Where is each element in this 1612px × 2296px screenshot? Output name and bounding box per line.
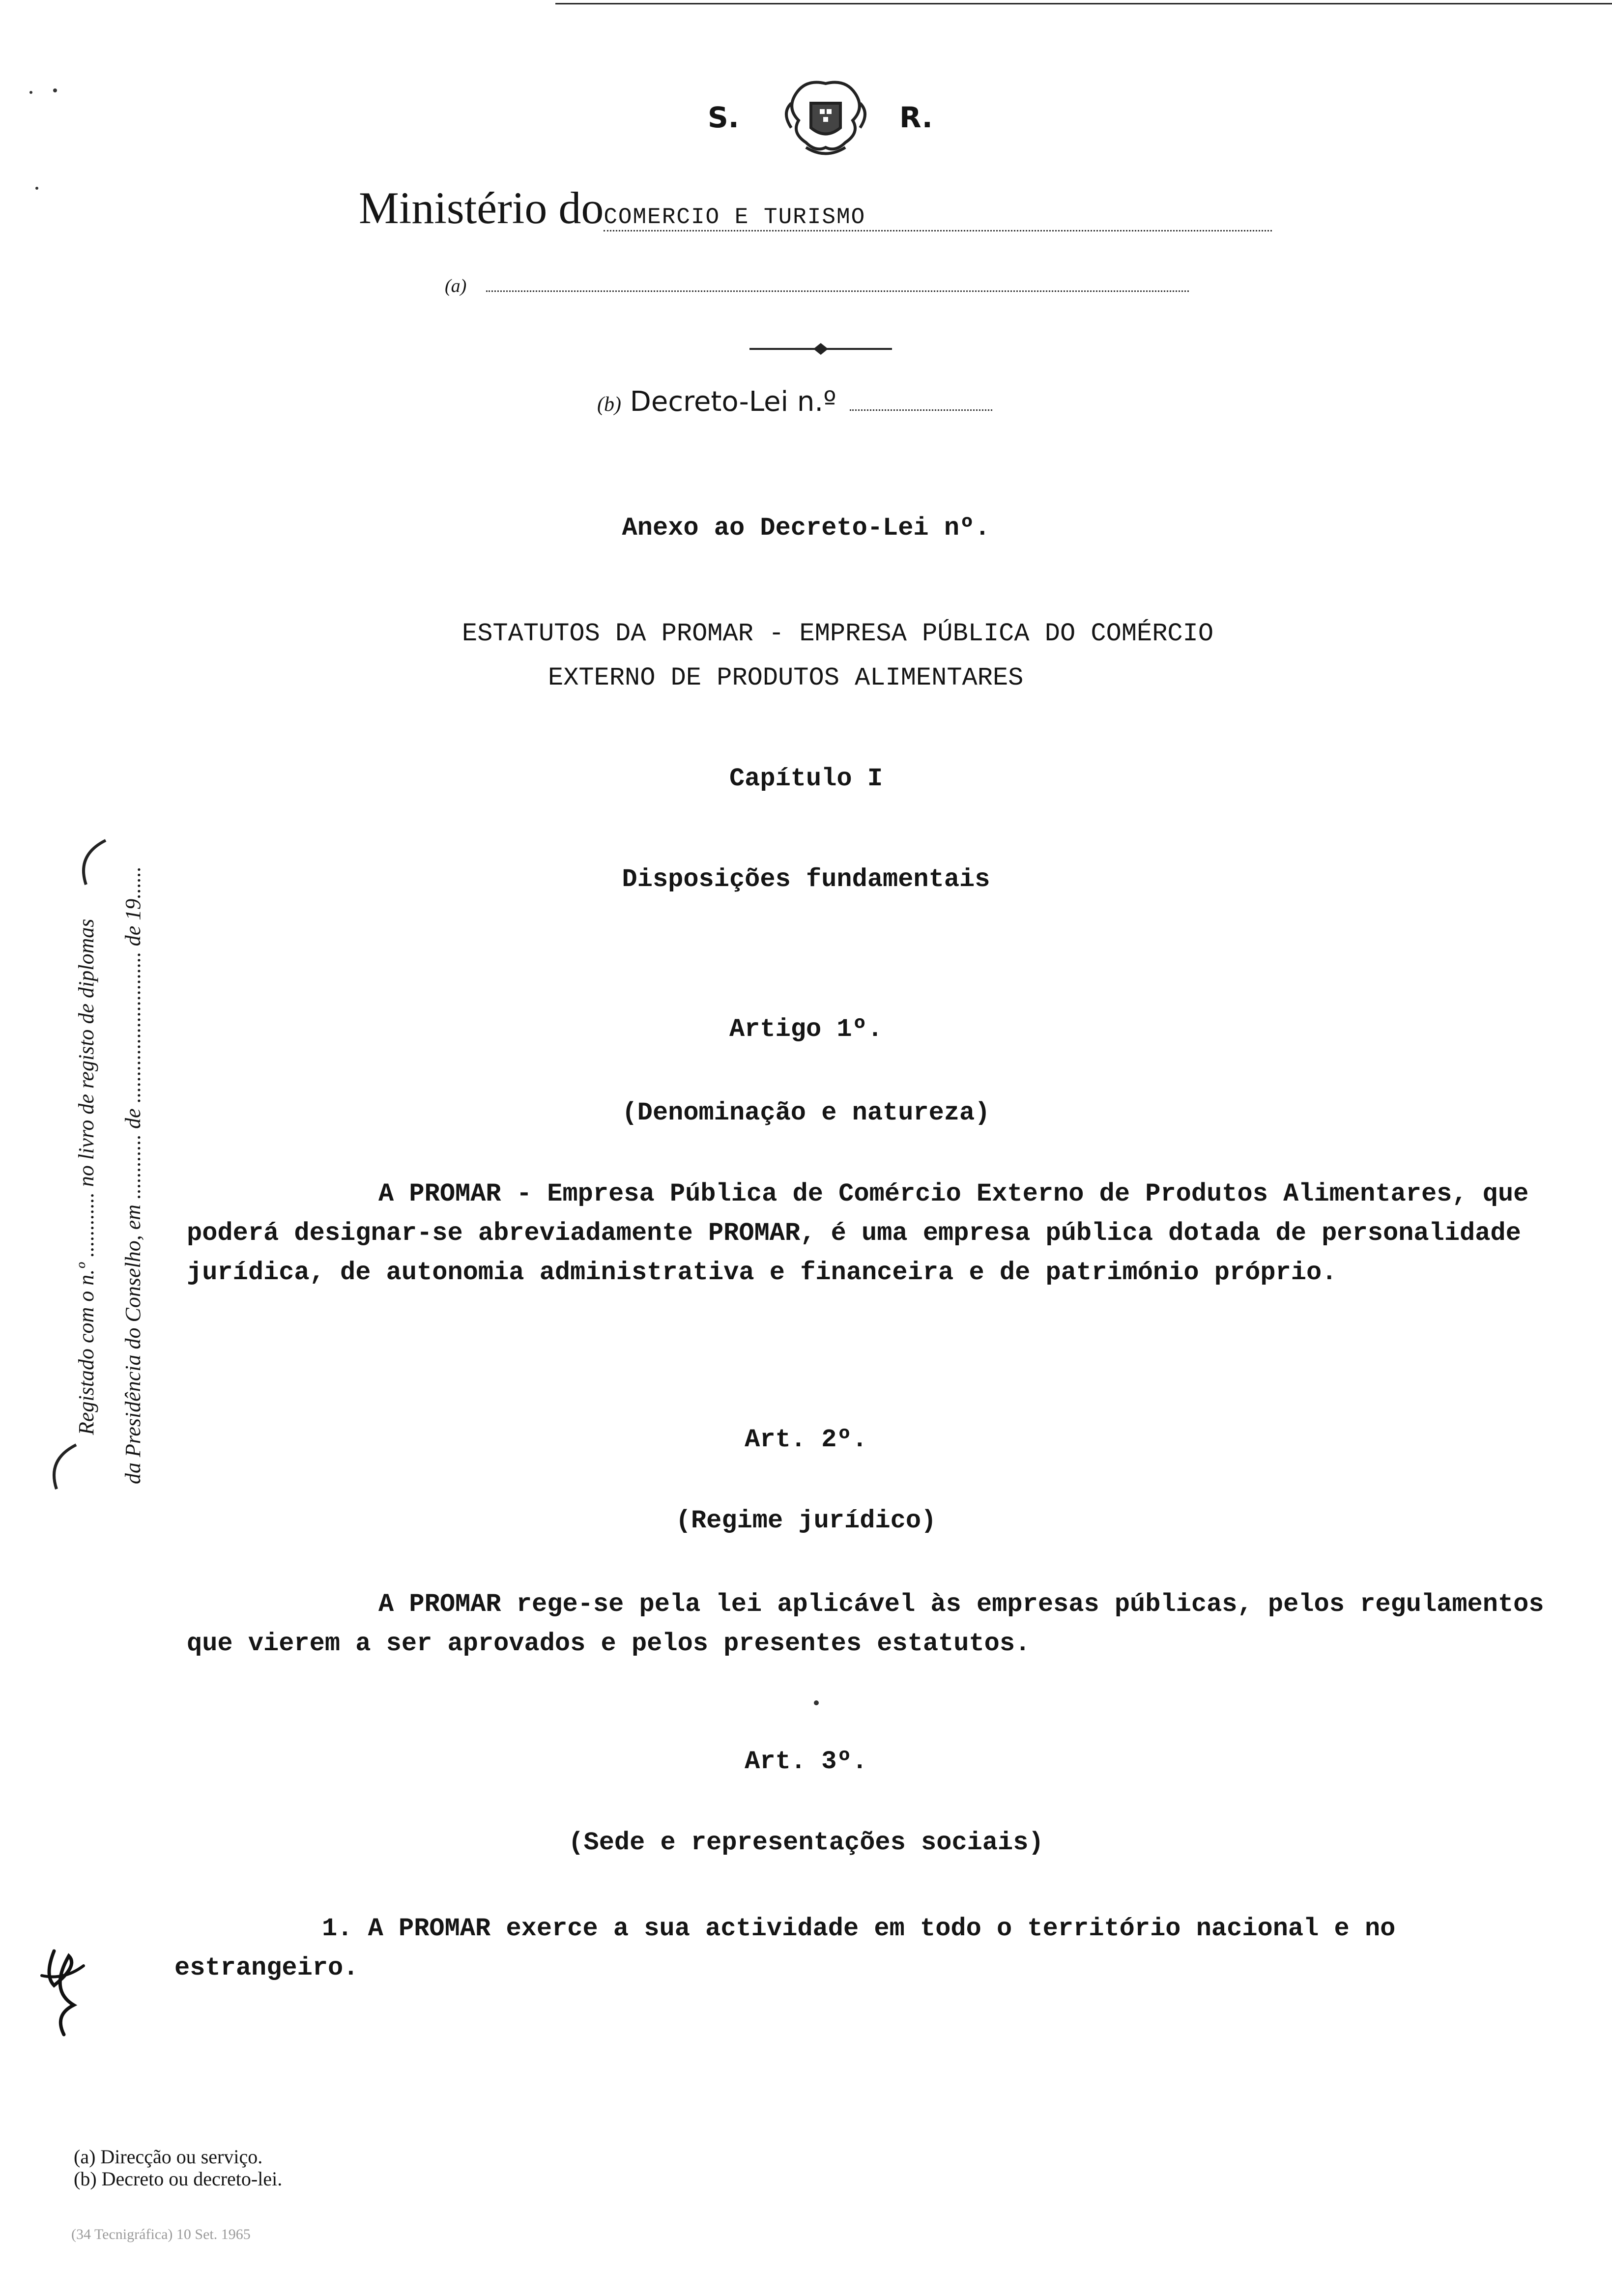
article-text-content: 1. A PROMAR exerce a sua actividade em todo o território nacional e no estrangeiro.	[174, 1914, 1396, 1982]
decreto-label: Decreto-Lei n.º	[630, 386, 836, 418]
header-s-letter: S.	[708, 101, 739, 134]
ministry-field	[604, 204, 1272, 231]
ministry-label: Ministério do	[359, 183, 604, 233]
article-number: Artigo 1º.	[729, 1015, 883, 1044]
margin-registration-line-1: Registado com o n.º ............ no livro de registo de diplomas	[74, 918, 98, 1435]
top-rule	[555, 3, 1612, 4]
ministry-line	[359, 182, 1272, 234]
decreto-number-field	[850, 392, 992, 411]
statutes-title-line-2: EXTERNO DE PRODUTOS ALIMENTARES	[548, 663, 1024, 692]
article-text	[187, 1175, 1563, 1292]
ink-dot	[814, 1700, 819, 1705]
coat-of-arms-icon	[777, 74, 875, 157]
article-number: Art. 3º.	[745, 1747, 867, 1776]
header-r-letter: R.	[899, 101, 933, 134]
printer-imprint: (34 Tecnigráfica) 10 Set. 1965	[71, 2226, 251, 2242]
decreto-marker: (b)	[597, 393, 621, 416]
chapter-title: Disposições fundamentais	[622, 865, 990, 894]
footnote-b: (b) Decreto ou decreto-lei.	[74, 2168, 283, 2190]
handwritten-initials-icon	[34, 1946, 93, 2044]
margin-speck	[35, 187, 38, 190]
article-text	[174, 1909, 1560, 1988]
annex-heading: Anexo ao Decreto-Lei nº.	[622, 514, 990, 543]
line-a	[445, 275, 1189, 297]
ornament-divider	[749, 339, 892, 359]
article-text	[187, 1585, 1553, 1664]
article-heading: (Regime jurídico)	[675, 1506, 937, 1535]
decreto-line	[597, 386, 992, 418]
article-text-content: A PROMAR rege-se pela lei aplicável às empresas públicas, pelos regulamentos que vierem a ser aprovados e pelos presentes estatutos.	[187, 1590, 1544, 1658]
margin-registration-line-2: da Presidência do Conselho, em ............ de ............................ de 19......	[121, 866, 145, 1484]
margin-bracket-icon	[42, 1440, 81, 1494]
article-heading: (Sede e representações sociais)	[568, 1828, 1044, 1857]
ministry-value: COMERCIO E TURISMO	[604, 204, 866, 230]
footnote-a: (a) Direcção ou serviço.	[74, 2146, 263, 2168]
margin-speck	[29, 91, 32, 94]
statutes-title	[462, 612, 1213, 700]
margin-speck	[53, 88, 57, 92]
article-number: Art. 2º.	[745, 1425, 867, 1454]
article-heading: (Denominação e natureza)	[622, 1098, 990, 1127]
statutes-title-line-1: ESTATUTOS DA PROMAR - EMPRESA PÚBLICA DO COMÉRCIO	[462, 619, 1214, 648]
article-text-content: A PROMAR - Empresa Pública de Comércio Externo de Produtos Alimentares, que poderá designar-se abreviadamente PROMAR, é uma empresa pública dotada de personalidade jurídica, de autonomia administrativa e financeira e de património próprio.	[187, 1179, 1529, 1287]
margin-bracket-icon	[71, 835, 111, 890]
line-a-marker: (a)	[445, 276, 467, 296]
line-a-field	[486, 276, 1189, 292]
chapter-heading: Capítulo I	[729, 764, 883, 793]
